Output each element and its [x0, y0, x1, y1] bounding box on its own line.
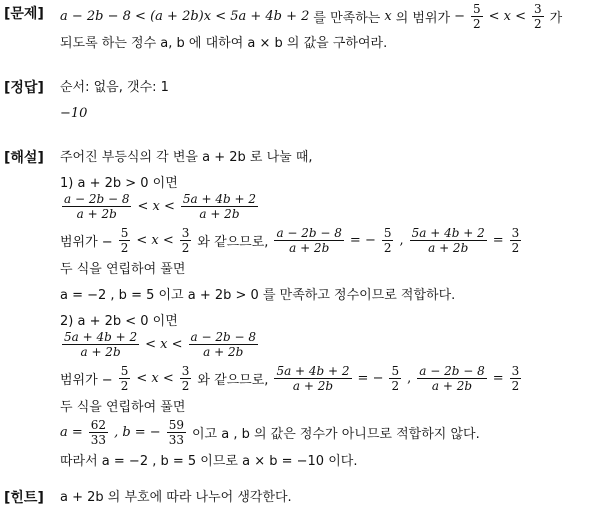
- fraction-denominator: 2: [511, 379, 520, 393]
- answer-value: −10: [60, 106, 88, 121]
- fraction: [471, 2, 483, 31]
- fraction: [181, 192, 258, 221]
- problem-text: 가: [549, 11, 563, 26]
- problem-text: 를 만족하는: [313, 11, 381, 26]
- fraction: [510, 364, 522, 393]
- fraction-denominator: 2: [391, 379, 400, 393]
- fraction-numerator: 59: [168, 418, 184, 432]
- fraction: [382, 226, 394, 255]
- fraction: [189, 330, 258, 359]
- hint-text: a + 2b 의 부호에 따라 나누어 생각한다.: [60, 490, 292, 505]
- inequality-sign: < x <: [136, 233, 174, 248]
- fraction: [119, 226, 131, 255]
- fraction-numerator: 3: [511, 364, 520, 378]
- fraction-denominator: a + 2b: [203, 345, 244, 359]
- result-text: 이고 a , b 의 값은 정수가 아니므로 적합하지 않다.: [191, 427, 480, 442]
- fraction-denominator: a + 2b: [80, 345, 121, 359]
- fraction-denominator: 33: [90, 433, 107, 447]
- solution-label: [해설]: [4, 150, 44, 166]
- case1-result: a = −2 , b = 5 이고 a + 2b > 0 를 만족하고 정수이므로 적합하다.: [60, 288, 456, 303]
- fraction: [510, 226, 522, 255]
- fraction-denominator: a + 2b: [289, 241, 330, 255]
- range-text: 와 같으므로,: [197, 373, 269, 388]
- fraction-numerator: 62: [90, 418, 107, 432]
- fraction: [167, 418, 186, 447]
- problem-label: [문제]: [4, 6, 44, 22]
- fraction-numerator: a − 2b − 8: [276, 226, 342, 240]
- fraction: [62, 330, 139, 359]
- fraction-denominator: 2: [472, 17, 481, 31]
- fraction: [274, 364, 351, 393]
- fraction-numerator: 5a + 4b + 2: [411, 226, 485, 240]
- fraction-numerator: 5: [120, 364, 129, 378]
- equals-sign: =: [492, 233, 504, 248]
- fraction-numerator: 5: [383, 226, 392, 240]
- equals-sign: =: [492, 371, 504, 386]
- fraction: [89, 418, 108, 447]
- case1-range-line: [60, 226, 523, 255]
- equals-sign: = −: [357, 371, 384, 386]
- fraction: [180, 364, 192, 393]
- fraction-numerator: 3: [181, 226, 190, 240]
- fraction: [274, 226, 343, 255]
- fraction: [180, 226, 192, 255]
- fraction-numerator: 5: [120, 226, 129, 240]
- inequality-sign: < x <: [136, 371, 174, 386]
- fraction-numerator: 5: [391, 364, 400, 378]
- case2-heading: 2) a + 2b < 0 이면: [60, 314, 178, 329]
- case2-range-line: [60, 364, 523, 393]
- fraction: [417, 364, 486, 393]
- fraction: [62, 192, 131, 221]
- fraction-numerator: 5a + 4b + 2: [64, 330, 138, 344]
- problem-line-2: 되도록 하는 정수 a, b 에 대하여 a × b 의 값을 구하여라.: [60, 36, 388, 51]
- inequality-sign: < x <: [145, 337, 183, 352]
- problem-line-1: [60, 2, 562, 31]
- fraction-denominator: 2: [511, 241, 520, 255]
- fraction-numerator: 3: [534, 2, 542, 16]
- fraction-denominator: 2: [120, 379, 129, 393]
- range-text: 와 같으므로,: [197, 235, 269, 250]
- fraction-numerator: 3: [511, 226, 520, 240]
- minus-sign: −: [454, 9, 465, 24]
- solution-conclusion: 따라서 a = −2 , b = 5 이므로 a × b = −10 이다.: [60, 454, 358, 469]
- fraction-denominator: 2: [383, 241, 392, 255]
- fraction-numerator: 5a + 4b + 2: [182, 192, 256, 206]
- fraction-denominator: a + 2b: [76, 207, 117, 221]
- fraction-numerator: 3: [181, 364, 190, 378]
- fraction-denominator: 33: [168, 433, 184, 447]
- problem-variable: x: [384, 9, 392, 24]
- fraction-denominator: a + 2b: [199, 207, 240, 221]
- comma: ,: [399, 233, 404, 248]
- fraction: [410, 226, 487, 255]
- fraction-numerator: a − 2b − 8: [190, 330, 256, 344]
- fraction-numerator: a − 2b − 8: [64, 192, 130, 206]
- case2-inequality: [60, 330, 260, 359]
- solution-intro: 주어진 부등식의 각 변을 a + 2b 로 나눌 때,: [60, 150, 313, 165]
- answer-label: [정답]: [4, 80, 44, 96]
- range-text: 범위가 −: [60, 373, 113, 388]
- fraction-denominator: a + 2b: [428, 241, 469, 255]
- fraction-denominator: 2: [120, 241, 129, 255]
- fraction-numerator: a − 2b − 8: [419, 364, 485, 378]
- inequality-sign: < x <: [137, 199, 175, 214]
- problem-inequality: < x <: [488, 9, 527, 24]
- fraction-denominator: a + 2b: [292, 379, 334, 393]
- case2-result: [60, 418, 480, 447]
- hint-label: [힌트]: [4, 490, 44, 506]
- range-text: 범위가 −: [60, 235, 113, 250]
- result-text: a =: [60, 425, 83, 440]
- fraction-denominator: a + 2b: [431, 379, 473, 393]
- answer-meta: 순서: 없음, 갯수: 1: [60, 80, 169, 95]
- fraction: [389, 364, 401, 393]
- problem-inequality: a − 2b − 8 < (a + 2b)x < 5a + 4b + 2: [60, 9, 310, 24]
- case2-solve: 두 식을 연립하여 풀면: [60, 400, 186, 415]
- result-text: , b = −: [114, 425, 161, 440]
- case1-solve: 두 식을 연립하여 풀면: [60, 262, 186, 277]
- fraction-numerator: 5: [472, 2, 481, 16]
- problem-text: 의 범위가: [395, 11, 451, 26]
- fraction-denominator: 2: [181, 379, 190, 393]
- case1-inequality: [60, 192, 260, 221]
- fraction-denominator: 2: [181, 241, 190, 255]
- fraction-denominator: 2: [534, 17, 542, 31]
- equals-sign: = −: [349, 233, 376, 248]
- fraction-numerator: 5a + 4b + 2: [276, 364, 350, 378]
- fraction: [119, 364, 131, 393]
- fraction: [532, 2, 544, 31]
- comma: ,: [407, 371, 412, 386]
- case1-heading: 1) a + 2b > 0 이면: [60, 176, 178, 191]
